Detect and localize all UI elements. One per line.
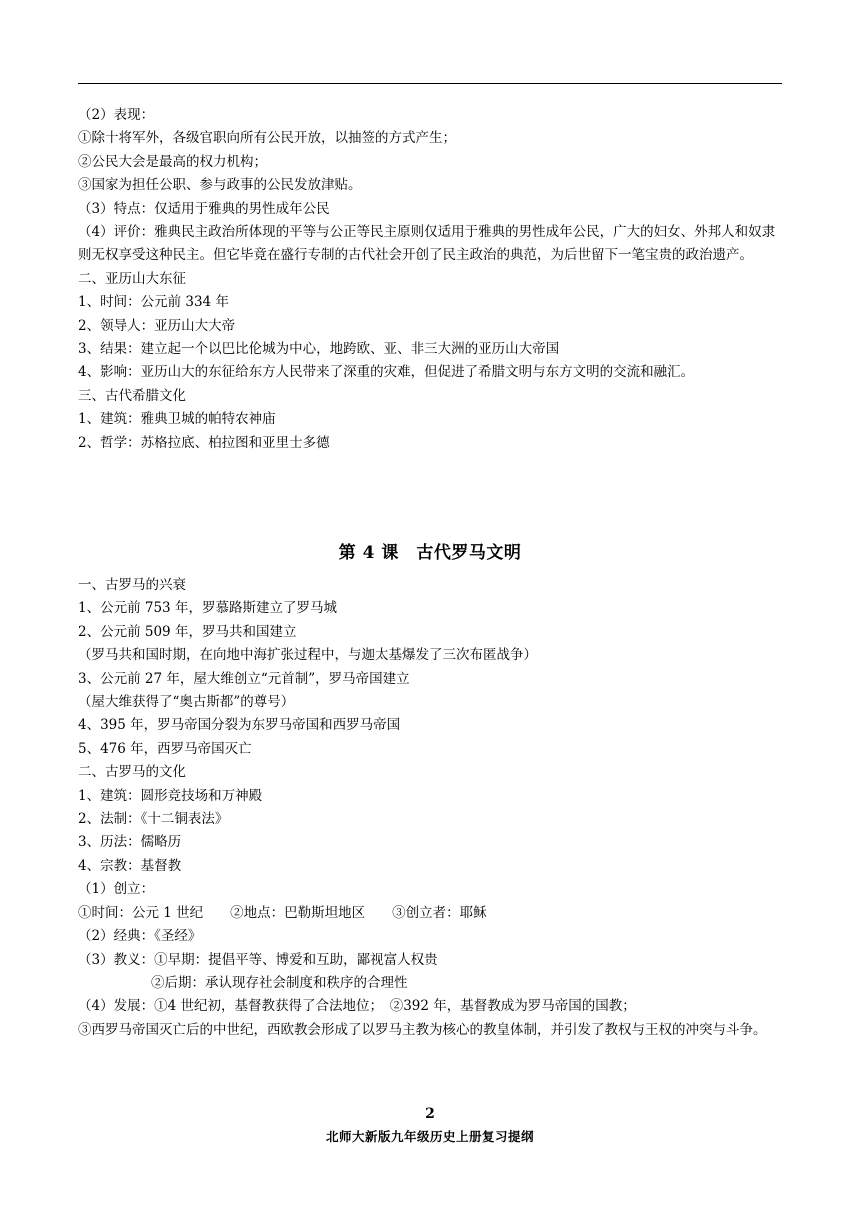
text-line: ①除十将军外，各级官职向所有公民开放，以抽签的方式产生；	[78, 130, 456, 147]
text-line: 1、建筑：圆形竞技场和万神殿	[78, 787, 263, 804]
text-line: （4）发展：①4 世纪初，基督教获得了合法地位； ②392 年，基督教成为罗马帝国的国教；	[78, 998, 636, 1015]
text-line: 3、公元前 27 年，屋大维创立“元首制”，罗马帝国建立	[78, 670, 410, 687]
text-line: 4、宗教：基督教	[78, 857, 182, 874]
section-heading: 一、古罗马的兴衰	[78, 577, 186, 593]
text-line: （屋大维获得了“奥古斯都”的尊号）	[78, 694, 295, 711]
evaluation-paragraph: （4）评价：雅典民主政治所体现的平等与公正等民主原则仅适用于雅典的男性成年公民，广大的妇女、外邦人和奴隶则无权享受这种民主。但它毕竟在盛行专制的古代社会开创了民主政治的典范，为后世留下一笔宝贵的政治遗产。	[78, 224, 776, 264]
text-line: （2）表现：	[78, 107, 155, 123]
text-line: 2、法制：《十二铜表法》	[78, 811, 229, 828]
document-title: 北师大新版九年级历史上册复习提纲	[325, 1129, 534, 1144]
header-rule	[78, 83, 782, 84]
text-line: 4、影响：亚历山大的东征给东方人民带来了深重的灾难，但促进了希腊文明与东方文明的交流和融汇。	[78, 364, 695, 381]
page-number: 2	[425, 1106, 435, 1122]
top-section	[78, 104, 784, 455]
section-heading: 三、古代希腊文化	[78, 387, 186, 404]
medieval-paragraph: ③西罗马帝国灭亡后的中世纪，西欧教会形成了以罗马主教为核心的教皇体制，并引发了教权与王权的冲突与斗争。	[78, 1021, 767, 1038]
section-heading: 二、古罗马的文化	[78, 764, 186, 781]
text-line: 3、结果：建立起一个以巴比伦城为中心，地跨欧、亚、非三大洲的亚历山大帝国	[78, 341, 560, 358]
text-line: 4、395 年，罗马帝国分裂为东罗马帝国和西罗马帝国	[78, 717, 401, 734]
text-line: ②后期：承认现存社会制度和秩序的合理性	[151, 974, 408, 991]
text-line: 5、476 年，西罗马帝国灭亡	[78, 740, 252, 757]
text-line: ①时间：公元 1 世纪 ②地点：巴勒斯坦地区 ③创立者：耶稣	[78, 904, 487, 921]
text-line: 1、时间：公元前 334 年	[78, 294, 229, 311]
text-line: 2、领导人：亚历山大大帝	[78, 317, 236, 334]
text-line: 1、建筑：雅典卫城的帕特农神庙	[78, 411, 276, 428]
text-line: 2、哲学：苏格拉底、柏拉图和亚里士多德	[78, 434, 330, 451]
text-line: 2、公元前 509 年，罗马共和国建立	[78, 623, 297, 640]
text-line: ②公民大会是最高的权力机构；	[78, 153, 267, 170]
text-line: 3、历法：儒略历	[78, 834, 182, 851]
text-line: （3）特点：仅适用于雅典的男性成年公民	[78, 200, 330, 217]
text-line: （罗马共和国时期，在向地中海扩张过程中，与迦太基爆发了三次布匿战争）	[78, 647, 537, 664]
section-heading: 二、亚历山大东征	[78, 270, 186, 287]
lesson-title: 第 4 课 古代罗马文明	[338, 543, 522, 563]
text-line: （1）创立：	[78, 881, 155, 898]
text-line: 1、公元前 753 年，罗慕路斯建立了罗马城	[78, 600, 337, 617]
text-line: ③国家为担任公职、参与政事的公民发放津贴。	[78, 177, 362, 194]
lesson-section	[78, 574, 784, 1042]
text-line: （3）教义：①早期：提倡平等、博爱和互助，鄙视富人权贵	[78, 951, 438, 968]
text-line: （2）经典：《圣经》	[78, 928, 202, 945]
